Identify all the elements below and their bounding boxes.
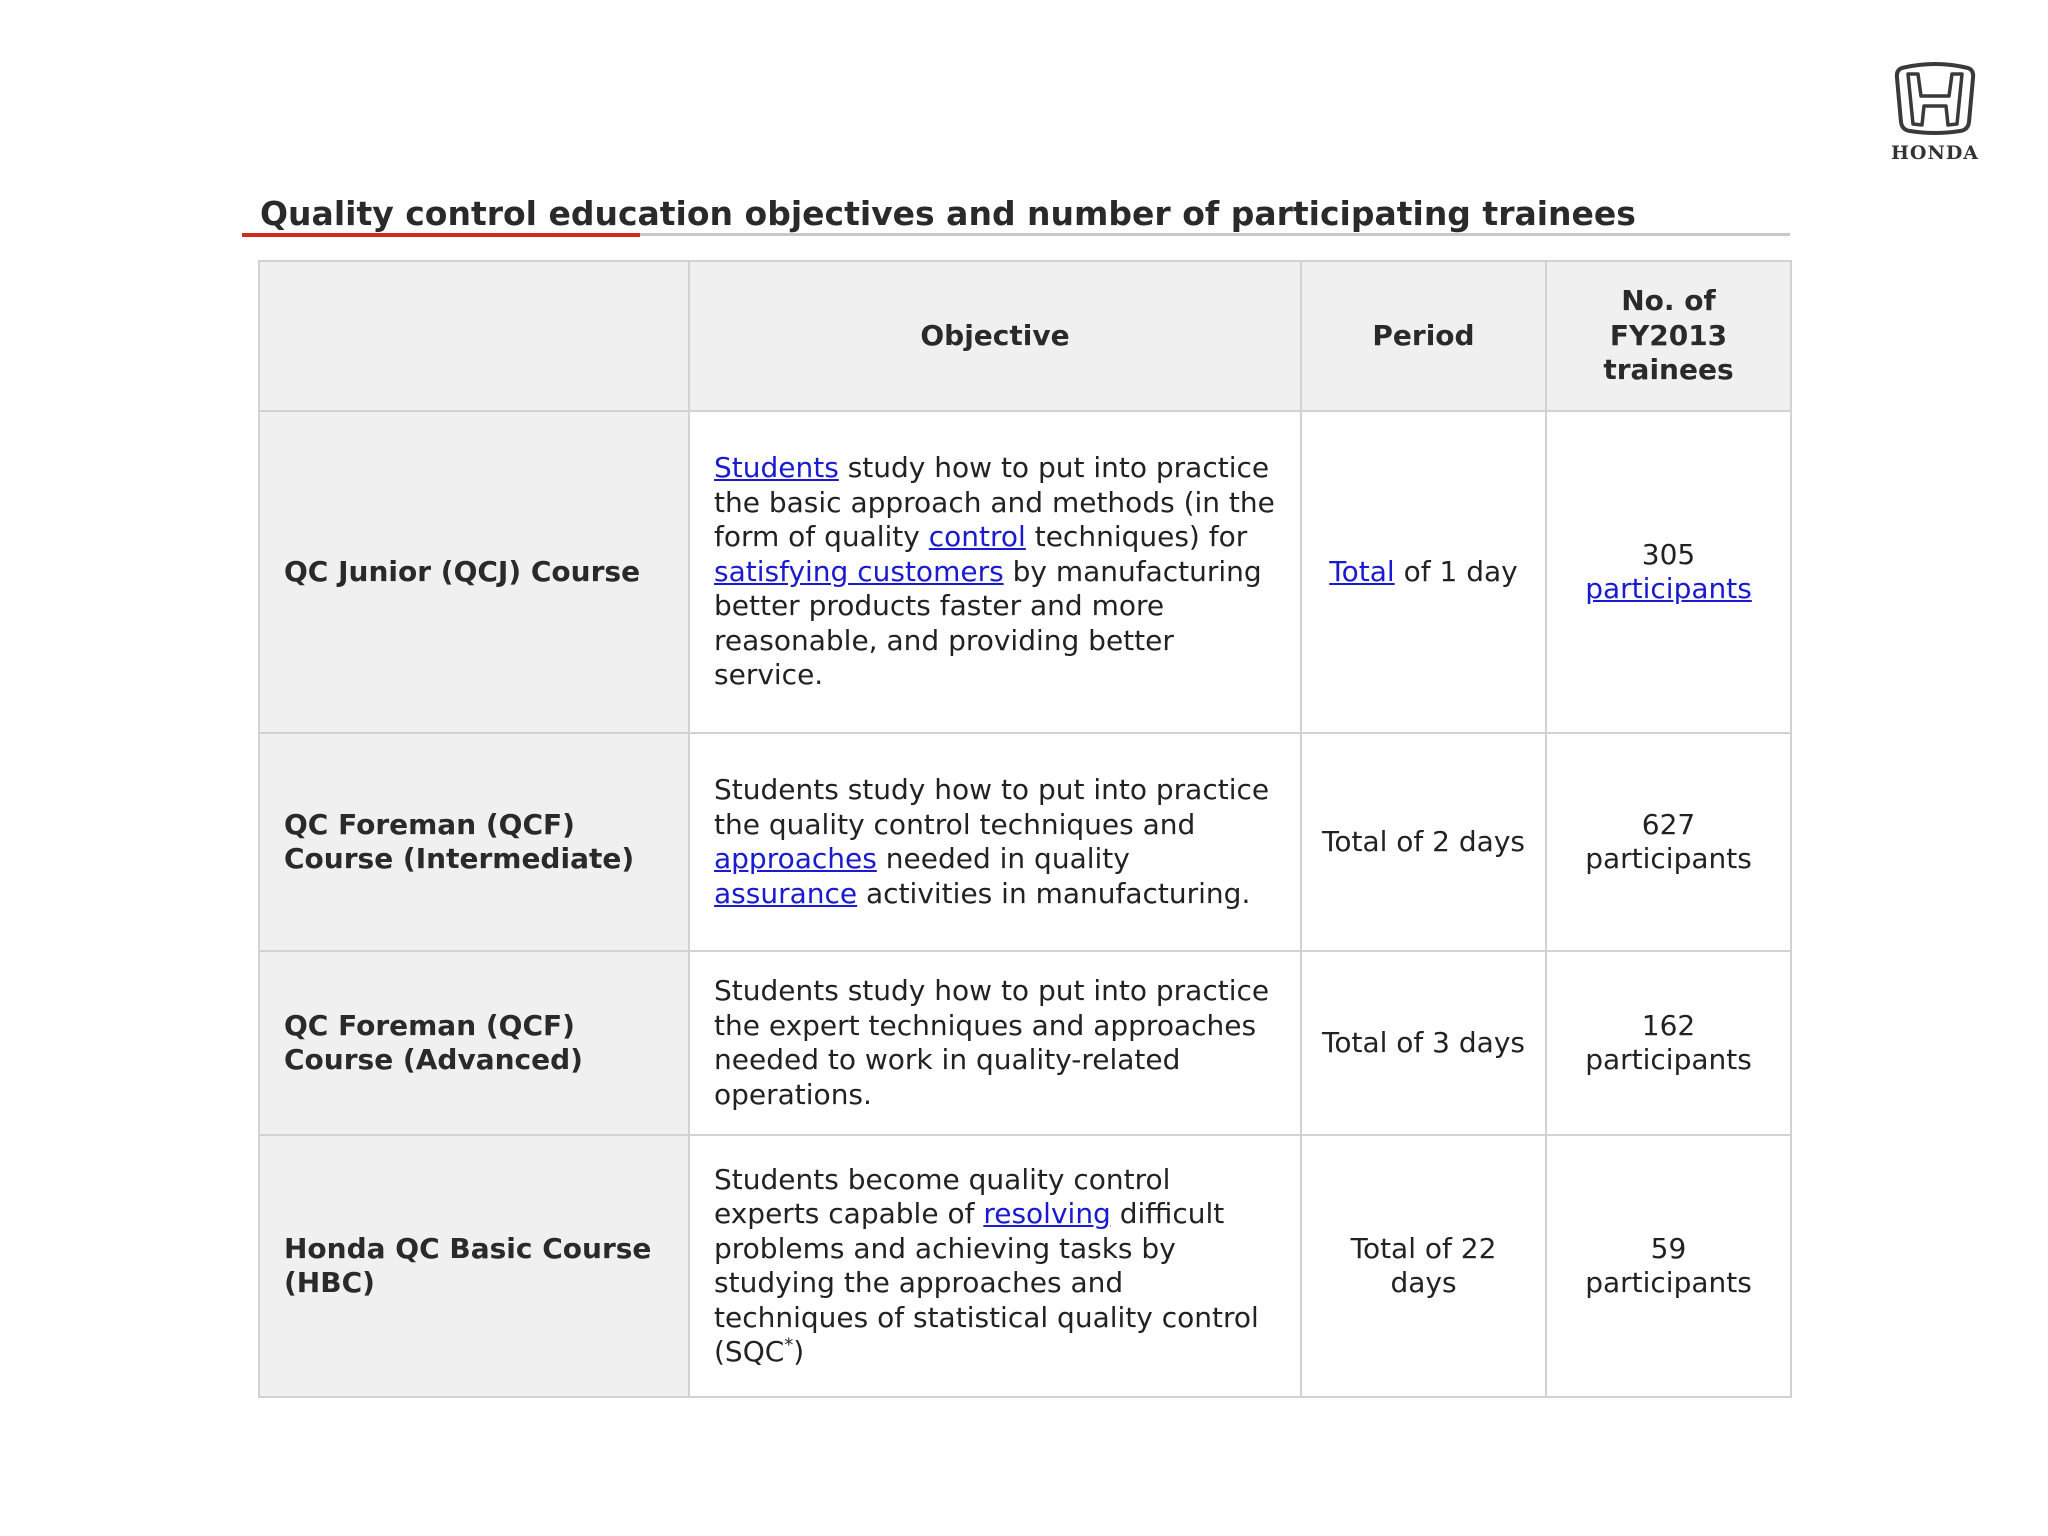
trainee-count: 305 [1641, 537, 1696, 571]
course-trainees: 162 participants [1546, 951, 1791, 1135]
period-text: of 1 day [1394, 554, 1518, 588]
course-objective [689, 1135, 1301, 1397]
header-trainees: No. of FY2013 trainees [1546, 261, 1791, 411]
footnote-marker: * [784, 1334, 794, 1356]
objective-text: ) [793, 1335, 805, 1368]
objective-text: needed in quality [876, 842, 1130, 875]
objective-text: by manufacturing better products faster and more reasonable, and providing better service. [714, 554, 1262, 692]
table-row [259, 411, 1791, 733]
heading-accent-underline [242, 233, 640, 237]
header-period: Period [1301, 261, 1546, 411]
section-heading [242, 194, 1790, 240]
table-row [259, 951, 1791, 1135]
course-period: Total of 2 days [1301, 733, 1546, 951]
objective-text: difficult problems and achieving tasks by studying the approaches and techniques of statistical quality control (SQC [714, 1197, 1259, 1368]
header-objective: Objective [689, 261, 1301, 411]
assurance-link[interactable]: assurance [714, 876, 858, 910]
objective-text: activities in manufacturing. [857, 876, 1251, 910]
total-link[interactable]: Total [1329, 554, 1395, 588]
course-name: QC Foreman (QCF) Course (Intermediate) [259, 733, 689, 951]
objective-text: techniques) for [1025, 520, 1248, 554]
objective-text: Students become quality control experts capable of [714, 1162, 1171, 1230]
course-period: Total of 3 days [1301, 951, 1546, 1135]
course-trainees: 59 participants [1546, 1135, 1791, 1397]
course-trainees: 627 participants [1546, 733, 1791, 951]
control-link[interactable]: control [928, 520, 1026, 554]
honda-h-emblem-icon [1894, 62, 1976, 136]
course-name: QC Foreman (QCF) Course (Advanced) [259, 951, 689, 1135]
course-name: Honda QC Basic Course (HBC) [259, 1135, 689, 1397]
course-name: QC Junior (QCJ) Course [259, 411, 689, 733]
table-row [259, 1135, 1791, 1397]
honda-logo-text: HONDA [1890, 142, 1980, 164]
header-course [259, 261, 689, 411]
course-objective: Students study how to put into practice the expert techniques and approaches needed to work in quality-related operations. [689, 951, 1301, 1135]
objective-text: Students study how to put into practice the quality control techniques and [714, 773, 1270, 841]
qc-education-table [258, 260, 1792, 1398]
approaches-link[interactable]: approaches [714, 842, 877, 875]
students-link[interactable]: Students [714, 451, 839, 485]
resolving-link[interactable]: resolving [983, 1197, 1111, 1230]
page-title: Quality control education objectives and number of participating trainees [260, 194, 1636, 233]
course-objective [689, 411, 1301, 733]
objective-text: study how to put into practice the basic approach and methods (in the form of quality [714, 451, 1275, 554]
course-objective [689, 733, 1301, 951]
honda-logo [1872, 62, 1998, 172]
satisfying-customers-link[interactable]: satisfying customers [714, 554, 1004, 588]
participants-link[interactable]: participants [1585, 572, 1752, 605]
course-period: Total of 22 days [1301, 1135, 1546, 1397]
course-period [1301, 411, 1546, 733]
course-trainees [1546, 411, 1791, 733]
table-header-row [259, 261, 1791, 411]
table-row [259, 733, 1791, 951]
